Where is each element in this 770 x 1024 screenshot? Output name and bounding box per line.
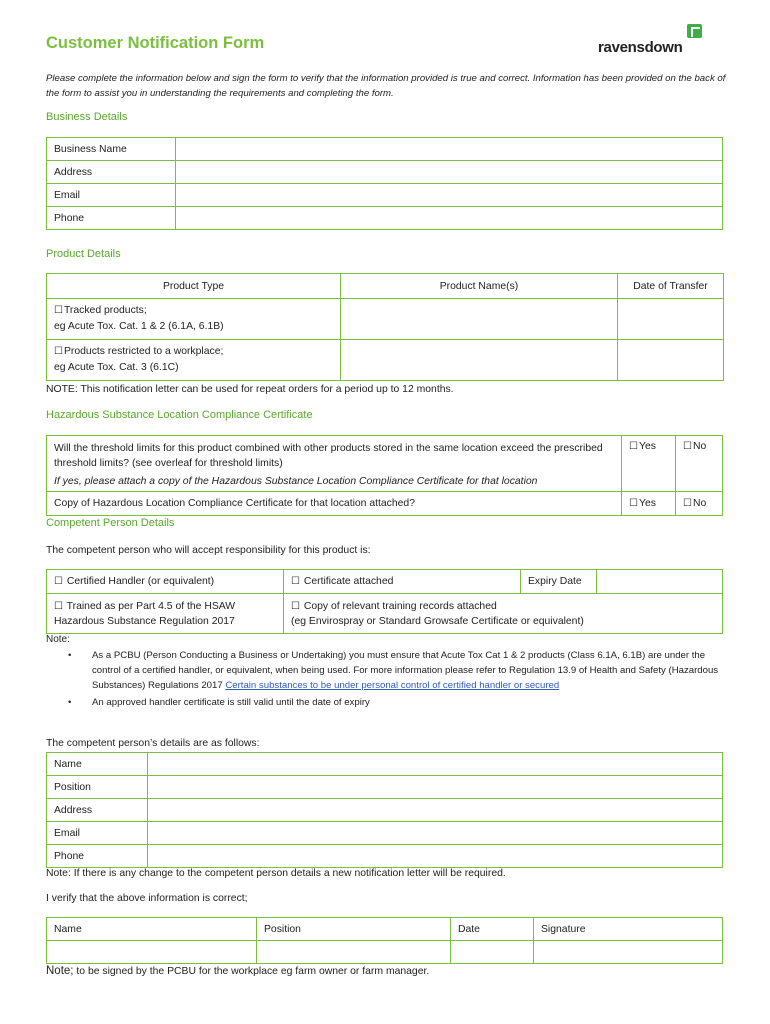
trained-option[interactable] (47, 594, 284, 634)
certificate-yes-option[interactable] (622, 492, 676, 516)
change-details-note: Note: If there is any change to the competent person details a new notification letter will be required. (46, 868, 506, 879)
competent-person-heading: Competent Person Details (46, 517, 175, 529)
checkbox-icon[interactable]: ☐ (683, 498, 692, 509)
restricted-product-name-field[interactable] (341, 340, 618, 381)
bullet-icon: • (68, 697, 72, 708)
certificate-validity-note: An approved handler certificate is still valid until the date of expiry (92, 697, 370, 708)
tracked-products-label: Tracked products; (63, 305, 147, 316)
hazardous-certificate-heading: Hazardous Substance Location Compliance Certificate (46, 409, 313, 421)
competent-email-field[interactable] (148, 822, 723, 845)
tracked-products-example: eg Acute Tox. Cat. 1 & 2 (6.1A, 6.1B) (54, 321, 224, 332)
product-details-heading: Product Details (46, 248, 121, 260)
business-email-field[interactable] (176, 184, 723, 207)
certified-handler-label: Certified Handler (or equivalent) (66, 576, 215, 587)
signer-date-header: Date (451, 918, 534, 941)
logo-mark-icon (687, 24, 702, 38)
business-address-field[interactable] (176, 161, 723, 184)
business-name-field[interactable] (176, 138, 723, 161)
certificate-attached-option[interactable] (284, 570, 521, 594)
threshold-question: Will the threshold limits for this product combined with other products stored in the same location exceed the prescribed threshold limits? (see overleaf for threshold limits) (54, 443, 603, 469)
trained-label-line1: Trained as per Part 4.5 of the HSAW (66, 600, 236, 612)
no-label: No (692, 441, 707, 452)
competent-details-table (46, 752, 723, 868)
signature-table (46, 917, 723, 964)
checkbox-icon[interactable]: ☐ (291, 600, 300, 612)
threshold-question-cell (47, 436, 622, 492)
business-details-heading: Business Details (46, 111, 128, 123)
competent-phone-label: Phone (47, 845, 148, 868)
signer-name-header: Name (47, 918, 257, 941)
hazardous-certificate-table (46, 435, 723, 516)
certificate-no-option[interactable] (676, 492, 723, 516)
expiry-date-label: Expiry Date (521, 570, 597, 594)
training-records-label-line1: Copy of relevant training records attached (303, 600, 497, 612)
competent-name-label: Name (47, 753, 148, 776)
yes-label: Yes (638, 441, 656, 452)
list-item (62, 695, 722, 710)
competent-position-label: Position (47, 776, 148, 799)
threshold-yes-option[interactable] (622, 436, 676, 492)
date-of-transfer-header: Date of Transfer (618, 274, 724, 299)
form-title: Customer Notification Form (46, 34, 265, 52)
pcbu-note-text: As a PCBU (Person Conducting a Business or Undertaking) you must ensure that Acute Tox Cat 1 & 2 products (Class 6.1A, 6.1B) are under the control of a certified handler, or equivalent, when being used. For more information please refer to Regulation 13.9 of Health and Safety (Hazardous Substances) Regulations 2017 (92, 650, 719, 691)
bullet-icon: • (68, 650, 72, 661)
verify-intro: I verify that the above information is correct; (46, 893, 248, 904)
competent-notes-list (62, 648, 722, 710)
business-details-table (46, 137, 723, 230)
competent-position-field[interactable] (148, 776, 723, 799)
list-item (62, 648, 722, 693)
business-address-label: Address (47, 161, 176, 184)
threshold-instruction: If yes, please attach a copy of the Hazardous Substance Location Compliance Certificate for that location (54, 476, 538, 487)
checkbox-icon[interactable]: ☐ (629, 498, 638, 509)
competent-email-label: Email (47, 822, 148, 845)
signer-position-field[interactable] (257, 941, 451, 964)
regulation-link[interactable]: Certain substances to be under personal control of certified handler or secured (225, 680, 560, 691)
competent-person-table (46, 569, 723, 634)
repeat-orders-note: NOTE: This notification letter can be used for repeat orders for a period up to 12 months. (46, 384, 454, 395)
signing-note (46, 965, 429, 977)
checkbox-icon[interactable]: ☐ (54, 346, 63, 357)
competent-phone-field[interactable] (148, 845, 723, 868)
product-type-header: Product Type (47, 274, 341, 299)
ravensdown-logo (598, 24, 708, 56)
certificate-attached-question: Copy of Hazardous Location Compliance Certificate for that location attached? (47, 492, 622, 516)
checkbox-icon[interactable]: ☐ (683, 441, 692, 452)
checkbox-icon[interactable]: ☐ (291, 576, 300, 587)
competent-note-label: Note: (46, 634, 70, 645)
signer-name-field[interactable] (47, 941, 257, 964)
checkbox-icon[interactable]: ☐ (54, 600, 63, 612)
training-records-label-line2: (eg Envirospray or Standard Growsafe Certificate or equivalent) (291, 615, 584, 627)
signer-date-field[interactable] (451, 941, 534, 964)
signing-note-label: Note; (46, 965, 74, 977)
competent-name-field[interactable] (148, 753, 723, 776)
competent-details-intro: The competent person’s details are as follows: (46, 738, 260, 749)
competent-person-intro: The competent person who will accept responsibility for this product is: (46, 545, 371, 556)
threshold-no-option[interactable] (676, 436, 723, 492)
checkbox-icon[interactable]: ☐ (54, 576, 63, 587)
tracked-product-name-field[interactable] (341, 299, 618, 340)
checkbox-icon[interactable]: ☐ (629, 441, 638, 452)
restricted-products-label: Products restricted to a workplace; (63, 346, 224, 357)
business-phone-label: Phone (47, 207, 176, 230)
restricted-products-cell[interactable] (47, 340, 341, 381)
business-name-label: Business Name (47, 138, 176, 161)
business-email-label: Email (47, 184, 176, 207)
signing-note-text: to be signed by the PCBU for the workplace eg farm owner or farm manager. (73, 966, 430, 977)
business-phone-field[interactable] (176, 207, 723, 230)
competent-address-field[interactable] (148, 799, 723, 822)
no-label: No (692, 498, 707, 509)
intro-text: Please complete the information below and sign the form to verify that the information provided is true and correct. Information has been provided on the back of the form to assist you in understanding the requirements and completing the form. (46, 73, 726, 99)
checkbox-icon[interactable]: ☐ (54, 305, 63, 316)
restricted-products-example: eg Acute Tox. Cat. 3 (6.1C) (54, 362, 179, 373)
training-records-option[interactable] (284, 594, 723, 634)
tracked-transfer-date-field[interactable] (618, 299, 724, 340)
signature-header: Signature (534, 918, 723, 941)
certificate-attached-label: Certificate attached (303, 576, 394, 587)
certified-handler-option[interactable] (47, 570, 284, 594)
expiry-date-field[interactable] (597, 570, 723, 594)
logo-text: ravensdown (598, 39, 683, 56)
product-name-header: Product Name(s) (341, 274, 618, 299)
competent-address-label: Address (47, 799, 148, 822)
signature-field[interactable] (534, 941, 723, 964)
yes-label: Yes (638, 498, 656, 509)
restricted-transfer-date-field[interactable] (618, 340, 724, 381)
trained-label-line2: Hazardous Substance Regulation 2017 (54, 615, 235, 627)
signer-position-header: Position (257, 918, 451, 941)
product-details-table (46, 273, 724, 381)
tracked-products-cell[interactable] (47, 299, 341, 340)
